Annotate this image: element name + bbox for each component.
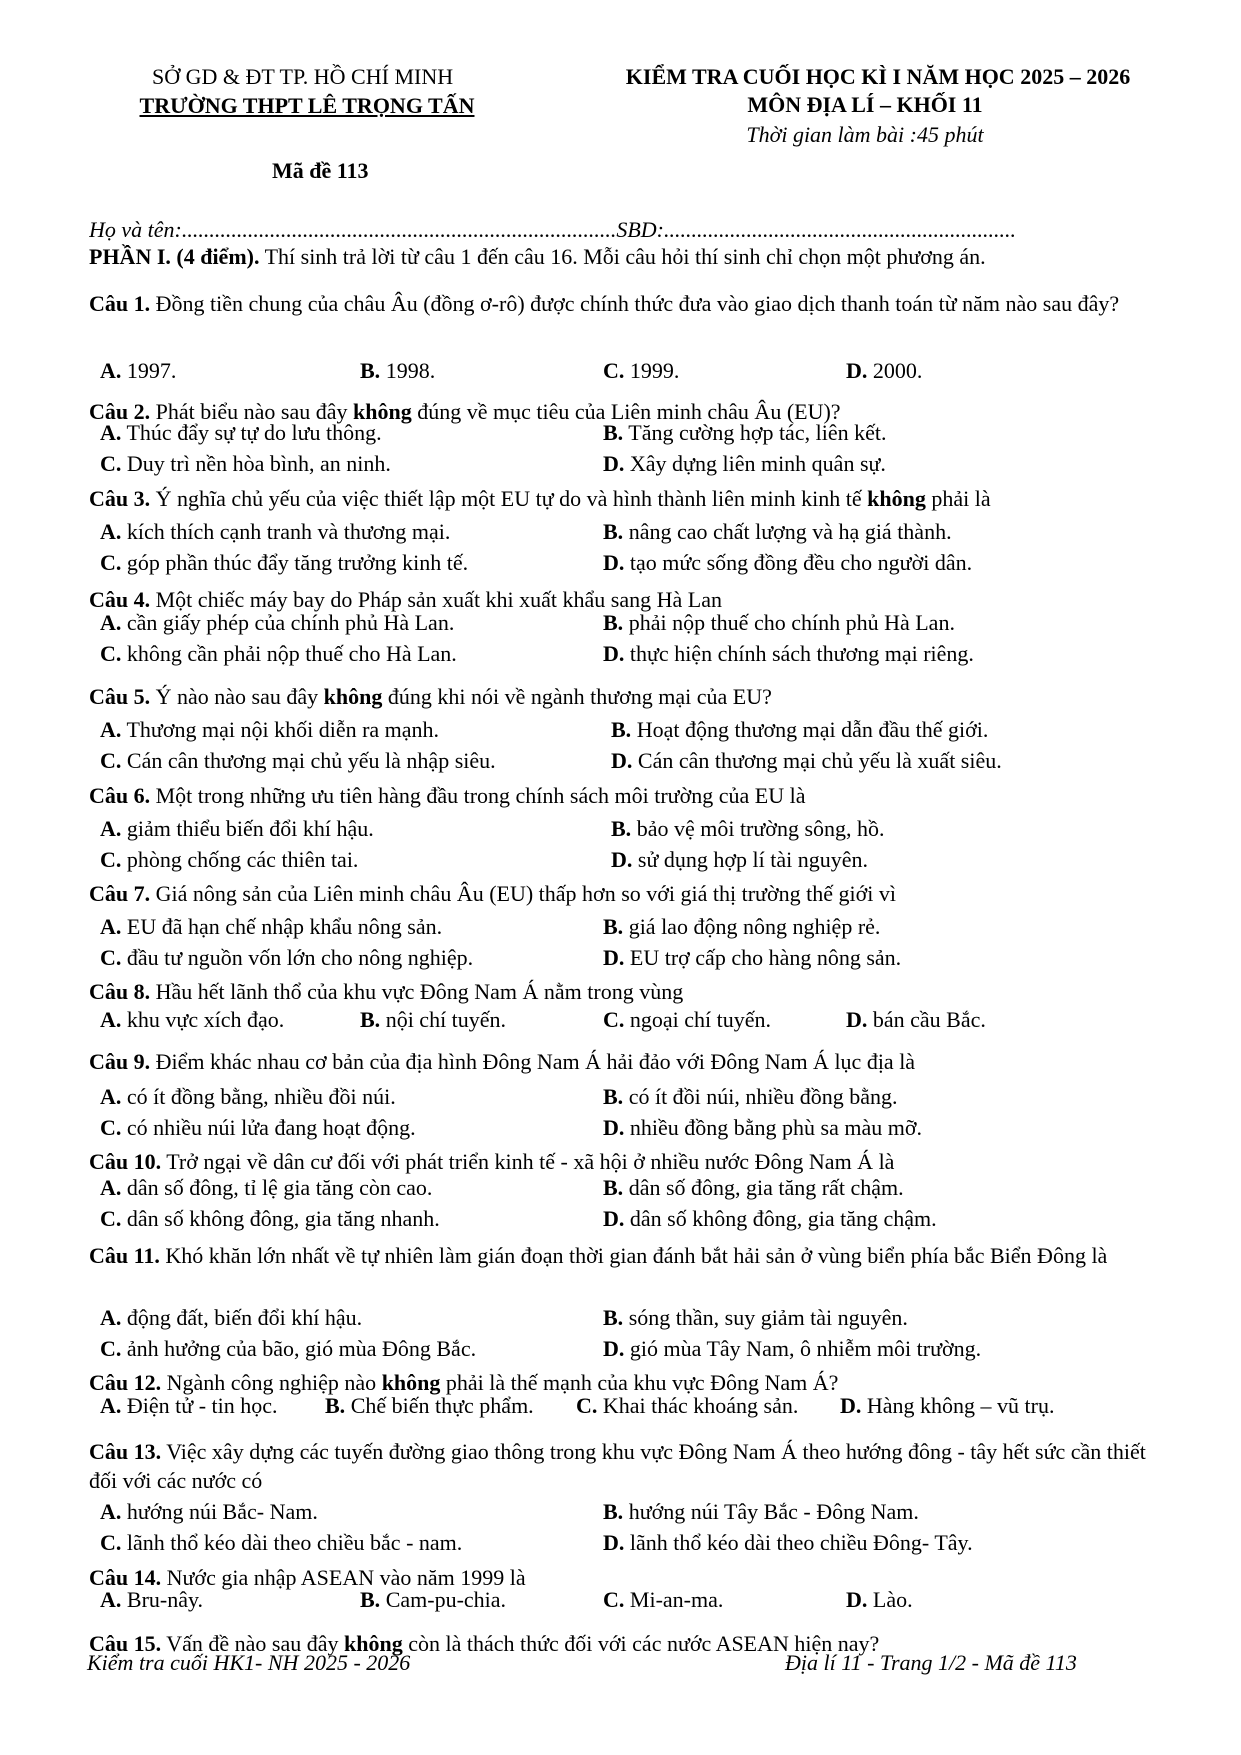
option-text: hướng núi Tây Bắc - Đông Nam.: [623, 1499, 919, 1524]
option-letter: C.: [100, 1206, 122, 1231]
option-letter: B.: [325, 1393, 346, 1418]
option-letter: C.: [100, 945, 122, 970]
question-text: Một trong những ưu tiên hàng đầu trong chính sách môi trường của EU là: [150, 783, 806, 808]
answer-option[interactable]: [603, 1334, 981, 1364]
answer-option[interactable]: [603, 548, 972, 578]
option-text: kích thích cạnh tranh và thương mại.: [121, 519, 451, 544]
answer-option[interactable]: [611, 715, 988, 745]
answer-option[interactable]: [100, 548, 468, 578]
answer-option[interactable]: [603, 449, 886, 479]
option-text: góp phần thúc đẩy tăng trưởng kinh tế.: [121, 550, 469, 575]
question-text: Giá nông sản của Liên minh châu Âu (EU) thấp hơn so với giá thị trường thế giới vì: [150, 881, 896, 906]
option-text: sử dụng hợp lí tài nguyên.: [632, 847, 868, 872]
question-number: Câu 8.: [89, 979, 151, 1004]
option-letter: D.: [603, 945, 625, 970]
option-letter: D.: [603, 641, 625, 666]
option-text: ngoại chí tuyến.: [624, 1007, 772, 1032]
answer-option[interactable]: [100, 517, 450, 547]
option-text: 1999.: [624, 358, 680, 383]
question-text: Ngành công nghiệp nào: [161, 1370, 382, 1395]
question-emphasis: không: [344, 1631, 403, 1656]
question-number: Câu 5.: [89, 684, 151, 709]
option-text: EU trợ cấp cho hàng nông sản.: [624, 945, 902, 970]
option-text: dân số không đông, gia tăng nhanh.: [121, 1206, 440, 1231]
answer-option[interactable]: [603, 1528, 973, 1558]
option-letter: A.: [100, 1084, 122, 1109]
question-number: Câu 9.: [89, 1049, 151, 1074]
question-number: Câu 10.: [89, 1149, 162, 1174]
option-text: có ít đồi núi, nhiều đồng bằng.: [623, 1084, 898, 1109]
answer-option[interactable]: [603, 517, 952, 547]
answer-option[interactable]: [100, 1082, 396, 1112]
footer-left: Kiểm tra cuối HK1- NH 2025 - 2026: [87, 1650, 411, 1675]
option-text: Thương mại nội khối diễn ra mạnh.: [121, 717, 440, 742]
option-letter: C.: [576, 1393, 598, 1418]
option-letter: C.: [100, 451, 122, 476]
question-text-end: đúng khi nói về ngành thương mại của EU?: [382, 684, 772, 709]
question-number: Câu 6.: [89, 783, 151, 808]
option-letter: A.: [100, 1305, 122, 1330]
question-number: Câu 14.: [89, 1565, 162, 1590]
option-text: sóng thần, suy giảm tài nguyên.: [623, 1305, 908, 1330]
option-letter: D.: [846, 1587, 868, 1612]
option-text: bảo vệ môi trường sông, hồ.: [631, 816, 885, 841]
option-text: giá lao động nông nghiệp rẻ.: [623, 914, 881, 939]
answer-option[interactable]: [603, 943, 901, 973]
question-emphasis: không: [381, 1370, 441, 1395]
option-text: Hoạt động thương mại dẫn đầu thế giới.: [631, 717, 989, 742]
option-letter: B.: [603, 519, 624, 544]
option-text: khu vực xích đạo.: [121, 1007, 285, 1032]
question-emphasis: không: [323, 684, 383, 709]
answer-option[interactable]: [100, 608, 454, 638]
option-text: Khai thác khoáng sản.: [597, 1393, 799, 1418]
option-text: tạo mức sống đồng đều cho người dân.: [624, 550, 973, 575]
question-number: Câu 3.: [89, 486, 151, 511]
option-letter: D.: [846, 1007, 868, 1032]
question-stem: [89, 683, 1169, 712]
question-emphasis: không: [867, 486, 926, 511]
answer-option[interactable]: [360, 1005, 506, 1035]
option-text: dân số đông, tỉ lệ gia tăng còn cao.: [121, 1175, 433, 1200]
option-letter: B.: [603, 1305, 624, 1330]
question-number: Câu 1.: [89, 291, 151, 316]
question-text: Điểm khác nhau cơ bản của địa hình Đông Nam Á hải đảo với Đông Nam Á lục địa là: [150, 1049, 916, 1074]
answer-option[interactable]: [603, 1005, 771, 1035]
question-number: Câu 7.: [89, 881, 151, 906]
option-letter: B.: [603, 1084, 624, 1109]
option-text: có ít đồng bằng, nhiều đồi núi.: [121, 1084, 396, 1109]
answer-option[interactable]: [100, 1391, 278, 1421]
option-letter: B.: [603, 1499, 624, 1524]
school-name: TRƯỜNG THPT LÊ TRỌNG TẤN: [139, 93, 475, 118]
question-text: Đồng tiền chung của châu Âu (đồng ơ-rô) được chính thức đưa vào giao dịch thanh toán từ năm nào sau đây?: [150, 291, 1120, 316]
answer-option[interactable]: [603, 1204, 937, 1234]
student-info-line: [89, 215, 1174, 245]
answer-option[interactable]: [603, 1173, 904, 1203]
name-label: Họ và tên:: [89, 217, 182, 242]
option-text: EU đã hạn chế nhập khẩu nông sản.: [121, 914, 443, 939]
answer-option[interactable]: [603, 356, 679, 386]
option-letter: C.: [100, 550, 122, 575]
option-letter: D.: [611, 748, 633, 773]
question-stem: [89, 485, 1169, 514]
option-text: Duy trì nền hòa bình, an ninh.: [121, 451, 391, 476]
sbd-label: SBD:: [616, 217, 665, 242]
answer-option[interactable]: [603, 912, 880, 942]
subject-line: MÔN ĐỊA LÍ – KHỐI 11: [747, 92, 983, 117]
answer-option[interactable]: [100, 1334, 476, 1364]
answer-option[interactable]: [100, 449, 391, 479]
option-text: Thúc đẩy sự tự do lưu thông.: [121, 420, 382, 445]
answer-option[interactable]: [603, 608, 955, 638]
option-text: hướng núi Bắc- Nam.: [121, 1499, 318, 1524]
option-letter: C.: [100, 1115, 122, 1140]
answer-option[interactable]: [100, 845, 358, 875]
question-stem: [89, 1438, 1169, 1495]
option-letter: C.: [603, 1587, 625, 1612]
answer-option[interactable]: [360, 356, 435, 386]
option-letter: C.: [100, 1530, 122, 1555]
question-stem: [89, 1242, 1169, 1271]
option-text: Tăng cường hợp tác, liên kết.: [623, 420, 887, 445]
answer-option[interactable]: [603, 1303, 908, 1333]
option-text: Cam-pu-chia.: [380, 1587, 507, 1612]
part-title: PHẦN I. (4 điểm).: [89, 244, 260, 269]
time-allowed: Thời gian làm bài :45 phút: [746, 122, 984, 147]
answer-option[interactable]: [100, 418, 382, 448]
option-letter: A.: [100, 1393, 122, 1418]
option-letter: A.: [100, 717, 122, 742]
option-text: nâng cao chất lượng và hạ giá thành.: [623, 519, 952, 544]
option-letter: D.: [611, 847, 633, 872]
question-number: Câu 11.: [89, 1243, 160, 1268]
option-text: gió mùa Tây Nam, ô nhiễm môi trường.: [624, 1336, 982, 1361]
option-text: nội chí tuyến.: [380, 1007, 507, 1032]
option-letter: A.: [100, 420, 122, 445]
option-letter: C.: [100, 1336, 122, 1361]
option-letter: D.: [603, 451, 625, 476]
answer-option[interactable]: [611, 746, 1002, 776]
option-letter: A.: [100, 1175, 122, 1200]
answer-option[interactable]: [100, 746, 496, 776]
option-letter: C.: [100, 847, 122, 872]
option-text: Hàng không – vũ trụ.: [861, 1393, 1055, 1418]
question-emphasis: không: [352, 399, 412, 424]
question-number: Câu 15.: [89, 1631, 162, 1656]
answer-option[interactable]: [846, 1585, 913, 1615]
answer-option[interactable]: [100, 715, 439, 745]
name-field[interactable]: ...............................................................................: [181, 217, 617, 242]
answer-option[interactable]: [603, 1497, 919, 1527]
option-text: Xây dựng liên minh quân sự.: [624, 451, 886, 476]
answer-option[interactable]: [603, 1113, 922, 1143]
answer-option[interactable]: [360, 1585, 506, 1615]
option-letter: C.: [100, 748, 122, 773]
question-stem: [89, 978, 1169, 1007]
question-text-end: phải là thế mạnh của khu vực Đông Nam Á?: [440, 1370, 839, 1395]
question-text: Ý nghĩa chủ yếu của việc thiết lập một EU tự do và hình thành liên minh kinh tế: [150, 486, 868, 511]
part-instruction: Thí sinh trả lời từ câu 1 đến câu 16. Mỗi câu hỏi thí sinh chỉ chọn một phương án.: [259, 244, 986, 269]
option-text: cần giấy phép của chính phủ Hà Lan.: [121, 610, 455, 635]
option-letter: D.: [603, 1530, 625, 1555]
question-text: Vấn đề nào sau đây: [161, 1631, 344, 1656]
answer-option[interactable]: [576, 1391, 798, 1421]
exam-title: KIỂM TRA CUỐI HỌC KÌ I NĂM HỌC 2025 – 2026: [625, 64, 1131, 89]
question-number: Câu 13.: [89, 1439, 162, 1464]
question-stem: [89, 880, 1169, 909]
option-text: Cán cân thương mại chủ yếu là nhập siêu.: [121, 748, 496, 773]
answer-option[interactable]: [100, 943, 473, 973]
answer-option[interactable]: [100, 814, 374, 844]
option-letter: A.: [100, 610, 122, 635]
exam-code: Mã đề 113: [272, 158, 369, 183]
option-text: dân số đông, gia tăng rất chậm.: [623, 1175, 904, 1200]
answer-option[interactable]: [100, 1497, 318, 1527]
option-letter: B.: [603, 420, 624, 445]
question-text-end: còn là thách thức đối với các nước ASEAN hiện nay?: [402, 1631, 880, 1656]
question-text: Nước gia nhập ASEAN vào năm 1999 là: [161, 1565, 526, 1590]
footer-right: Địa lí 11 - Trang 1/2 - Mã đề 113: [785, 1650, 1077, 1675]
option-text: Điện tử - tin học.: [121, 1393, 278, 1418]
option-text: 1998.: [380, 358, 436, 383]
option-letter: D.: [603, 1206, 625, 1231]
option-text: Mi-an-ma.: [624, 1587, 724, 1612]
answer-option[interactable]: [840, 1391, 1054, 1421]
option-text: thực hiện chính sách thương mại riêng.: [624, 641, 974, 666]
question-text: Khó khăn lớn nhất về tự nhiên làm gián đoạn thời gian đánh bắt hải sản ở vùng biển phía bắc Biển Đông là: [159, 1243, 1108, 1268]
answer-option[interactable]: [100, 1303, 362, 1333]
option-text: ảnh hưởng của bão, gió mùa Đông Bắc.: [121, 1336, 477, 1361]
question-text: Một chiếc máy bay do Pháp sản xuất khi xuất khẩu sang Hà Lan: [150, 587, 722, 612]
option-text: động đất, biến đổi khí hậu.: [121, 1305, 363, 1330]
option-text: Cán cân thương mại chủ yếu là xuất siêu.: [632, 748, 1002, 773]
question-text: Hầu hết lãnh thổ của khu vực Đông Nam Á nằm trong vùng: [150, 979, 684, 1004]
question-stem: [89, 1048, 1169, 1077]
option-text: lãnh thổ kéo dài theo chiều Đông- Tây.: [624, 1530, 973, 1555]
question-text-end: đúng về mục tiêu của Liên minh châu Âu (EU)?: [411, 399, 841, 424]
answer-option[interactable]: [603, 1082, 898, 1112]
answer-option[interactable]: [100, 1528, 462, 1558]
option-letter: B.: [603, 914, 624, 939]
option-letter: C.: [603, 1007, 625, 1032]
question-text: Trở ngại về dân cư đối với phát triển kinh tế - xã hội ở nhiều nước Đông Nam Á là: [161, 1149, 895, 1174]
answer-option[interactable]: [100, 639, 457, 669]
question-text: Ý nào nào sau đây: [150, 684, 324, 709]
option-letter: D.: [603, 1115, 625, 1140]
option-text: phòng chống các thiên tai.: [121, 847, 359, 872]
option-letter: A.: [100, 914, 122, 939]
department-name: SỞ GD & ĐT TP. HỒ CHÍ MINH: [152, 64, 454, 89]
question-text: Việc xây dựng các tuyến đường giao thông trong khu vực Đông Nam Á theo hướng đông - tây hết sức cần thiết đối với các nước có: [89, 1439, 1146, 1493]
option-text: giảm thiểu biến đổi khí hậu.: [121, 816, 374, 841]
option-letter: C.: [100, 641, 122, 666]
answer-option[interactable]: [611, 814, 885, 844]
option-text: có nhiều núi lửa đang hoạt động.: [121, 1115, 416, 1140]
answer-option[interactable]: [100, 1005, 284, 1035]
question-stem: [89, 782, 1169, 811]
option-text: lãnh thổ kéo dài theo chiều bắc - nam.: [121, 1530, 463, 1555]
answer-option[interactable]: [100, 912, 442, 942]
answer-option[interactable]: [603, 639, 974, 669]
option-letter: D.: [603, 1336, 625, 1361]
option-letter: C.: [603, 358, 625, 383]
option-letter: A.: [100, 816, 122, 841]
option-text: 2000.: [867, 358, 923, 383]
option-letter: A.: [100, 1587, 122, 1612]
option-text: Lào.: [867, 1587, 913, 1612]
option-letter: A.: [100, 1007, 122, 1032]
answer-option[interactable]: [100, 1173, 432, 1203]
option-letter: B.: [603, 610, 624, 635]
answer-option[interactable]: [846, 1005, 986, 1035]
option-text: 1997.: [121, 358, 177, 383]
answer-option[interactable]: [100, 1113, 416, 1143]
answer-option[interactable]: [846, 356, 922, 386]
answer-option[interactable]: [325, 1391, 534, 1421]
option-text: bán cầu Bắc.: [867, 1007, 986, 1032]
sbd-field[interactable]: ................................................................: [664, 217, 1017, 242]
option-letter: B.: [360, 1007, 381, 1032]
question-text-end: phải là: [925, 486, 991, 511]
answer-option[interactable]: [603, 418, 886, 448]
question-number: Câu 4.: [89, 587, 151, 612]
option-letter: D.: [840, 1393, 862, 1418]
question-text: Phát biểu nào sau đây: [150, 399, 353, 424]
question-stem: [89, 290, 1169, 319]
option-text: đầu tư nguồn vốn lớn cho nông nghiệp.: [121, 945, 474, 970]
option-letter: A.: [100, 358, 122, 383]
option-letter: B.: [360, 1587, 381, 1612]
option-text: Bru-nây.: [121, 1587, 204, 1612]
part-heading: [89, 242, 986, 272]
question-number: Câu 2.: [89, 399, 151, 424]
option-letter: A.: [100, 519, 122, 544]
option-letter: B.: [360, 358, 381, 383]
option-letter: A.: [100, 1499, 122, 1524]
option-letter: B.: [611, 717, 632, 742]
option-letter: B.: [603, 1175, 624, 1200]
option-text: không cần phải nộp thuế cho Hà Lan.: [121, 641, 457, 666]
option-text: phải nộp thuế cho chính phủ Hà Lan.: [623, 610, 955, 635]
option-letter: B.: [611, 816, 632, 841]
answer-option[interactable]: [100, 1585, 203, 1615]
option-letter: D.: [603, 550, 625, 575]
answer-option[interactable]: [100, 356, 176, 386]
option-text: dân số không đông, gia tăng chậm.: [624, 1206, 937, 1231]
question-number: Câu 12.: [89, 1370, 162, 1395]
answer-option[interactable]: [100, 1204, 440, 1234]
option-letter: D.: [846, 358, 868, 383]
answer-option[interactable]: [611, 845, 868, 875]
option-text: Chế biến thực phẩm.: [345, 1393, 534, 1418]
answer-option[interactable]: [603, 1585, 723, 1615]
option-text: nhiều đồng bằng phù sa màu mỡ.: [624, 1115, 922, 1140]
